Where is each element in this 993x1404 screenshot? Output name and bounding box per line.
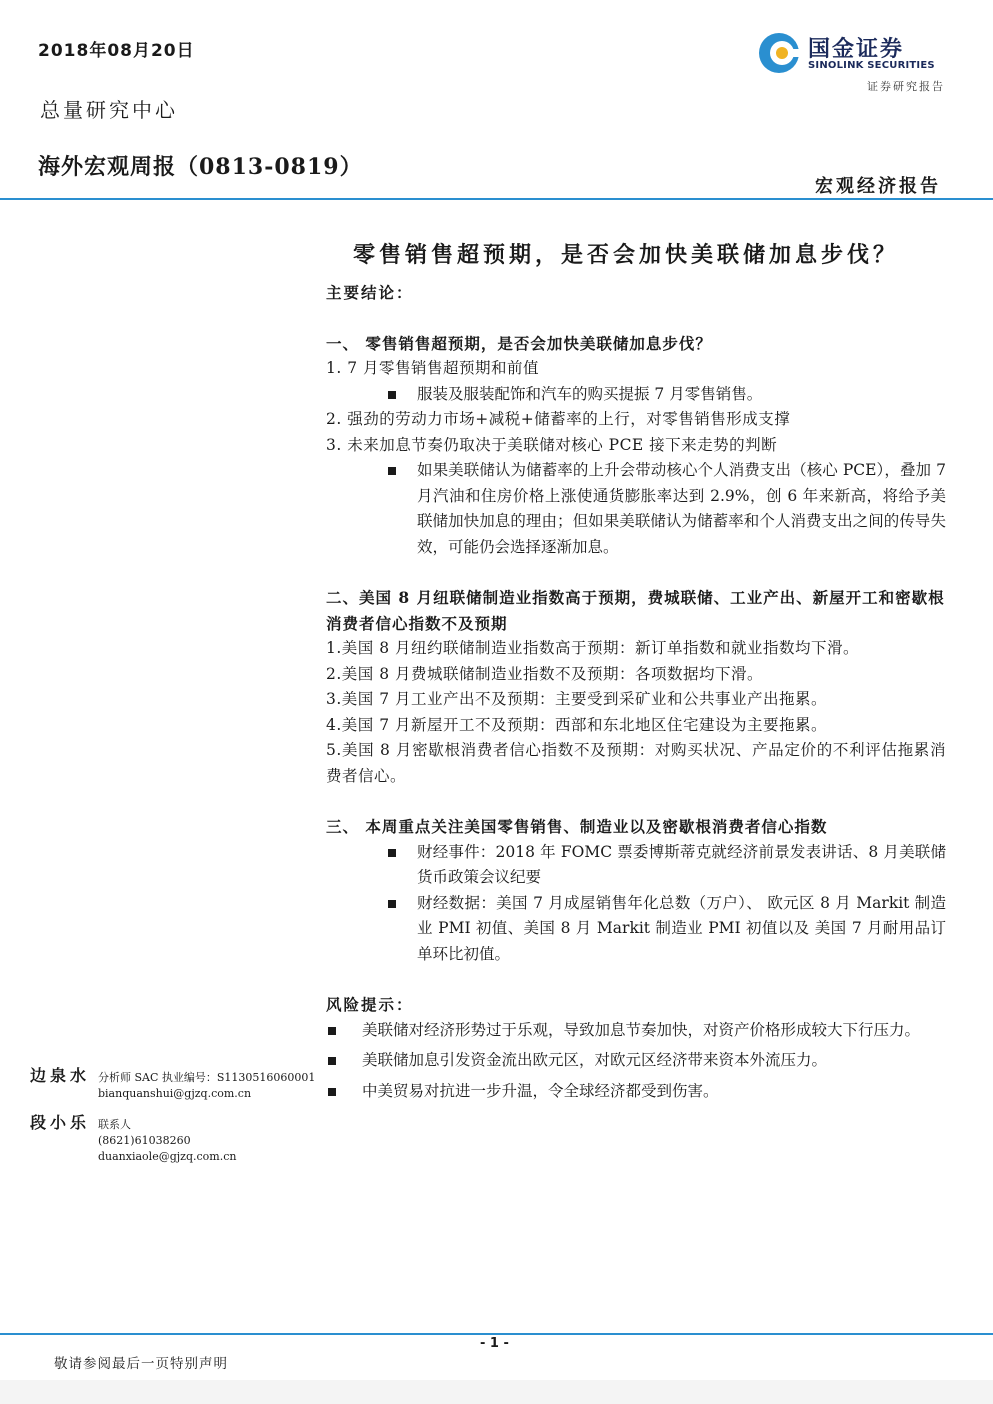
list-item: 3. 未来加息节奏仍取决于美联储对核心 PCE 接下来走势的判断 (326, 435, 778, 454)
square-bullet-icon (328, 1088, 336, 1096)
list-item: 1. 7 月零售销售超预期和前值 (326, 359, 540, 377)
department-name: 总量研究中心 (40, 98, 178, 122)
bullet-item: 财经数据：美国 7 月成屋销售年化总数（万户）、 欧元区 8 月 Markit 制造业 PMI 初值、美国 8 月 Markit 制造业 PMI 初值以及 美国 7 月耐用品订单环比初值。 (326, 891, 946, 968)
author-email: duanxiaole@gjzq.com.cn (98, 1150, 237, 1163)
risk-item: 中美贸易对抗进一步升温，令全球经济都受到伤害。 (326, 1079, 946, 1105)
risk-item: 美联储加息引发资金流出欧元区，对欧元区经济带来资本外流压力。 (326, 1048, 946, 1074)
header-divider (0, 198, 993, 200)
logo-emblem-icon (756, 30, 802, 76)
footer-divider (0, 1333, 993, 1335)
square-bullet-icon (388, 900, 396, 908)
logo-english-name: SINOLINK SECURITIES (808, 60, 935, 71)
report-date: 2018年08月20日 (38, 41, 195, 61)
list-item: 5.美国 8 月密歇根消费者信心指数不及预期：对购买状况、产品定价的不利评估拖累消费者信心。 (326, 741, 946, 785)
logo-chinese-name: 国金证券 (808, 37, 905, 62)
square-bullet-icon (388, 467, 396, 475)
section-heading: 二、美国 8 月纽联储制造业指数高于预期，费城联储、工业产出、新屋开工和密歇根消费者信心指数不及预期 (326, 588, 945, 633)
list-item: 2. 强劲的劳动力市场+减税+储蓄率的上行，对零售销售形成支撑 (326, 410, 791, 428)
risk-label: 风险提示： (326, 995, 414, 1014)
square-bullet-icon (328, 1057, 336, 1065)
author-name: 边泉水 (30, 1066, 91, 1085)
square-bullet-icon (388, 849, 396, 857)
main-content (326, 280, 946, 1109)
list-item: 4.美国 7 月新屋开工不及预期：西部和东北地区住宅建设为主要拖累。 (326, 715, 828, 734)
logo-subtitle: 证券研究报告 (867, 80, 945, 93)
bullet-item: 如果美联储认为储蓄率的上升会带动核心个人消费支出（核心 PCE），叠加 7 月汽油和住房价格上涨使通货膨胀率达到 2.9%，创 6 年来新高，将给予美联储加快加息的理由；但如果美联储认为储蓄率和个人消费支出之间的传导失效，可能仍会选择逐渐加息。 (326, 458, 946, 560)
main-conclusions-label: 主要结论： (326, 283, 414, 302)
list-item: 2.美国 8 月费城联储制造业指数不及预期：各项数据均下滑。 (326, 664, 764, 683)
report-title: 海外宏观周报（0813-0819） (38, 154, 363, 180)
author-credential: 分析师 SAC 执业编号：S1130516060001 (98, 1071, 316, 1084)
company-logo (756, 30, 946, 78)
footer-band (0, 1380, 993, 1404)
square-bullet-icon (328, 1027, 336, 1035)
disclaimer-note: 敬请参阅最后一页特别声明 (54, 1356, 228, 1372)
main-headline: 零售销售超预期，是否会加快美联储加息步伐？ (352, 242, 899, 268)
square-bullet-icon (388, 391, 396, 399)
author-email: bianquanshui@gjzq.com.cn (98, 1087, 252, 1100)
author-info (98, 1070, 318, 1102)
author-role: 联系人 (98, 1118, 131, 1131)
bullet-item: 服装及服装配饰和汽车的购买提振 7 月零售销售。 (326, 382, 946, 408)
author-name: 段小乐 (30, 1113, 91, 1132)
section-heading: 三、 本周重点关注美国零售销售、制造业以及密歇根消费者信心指数 (326, 817, 828, 836)
report-category: 宏观经济报告 (815, 176, 941, 197)
author-info (98, 1117, 318, 1165)
section-heading: 一、 零售销售超预期，是否会加快美联储加息步伐？ (326, 333, 712, 353)
list-item: 3.美国 7 月工业产出不及预期：主要受到采矿业和公共事业产出拖累。 (326, 690, 828, 708)
risk-item: 美联储对经济形势过于乐观，导致加息节奏加快，对资产价格形成较大下行压力。 (326, 1018, 946, 1044)
list-item: 1.美国 8 月纽约联储制造业指数高于预期：新订单指数和就业指数均下滑。 (326, 639, 860, 657)
bullet-item: 财经事件：2018 年 FOMC 票委博斯蒂克就经济前景发表讲话、8 月美联储货币政策会议纪要 (326, 840, 946, 891)
page-number: - 1 - (480, 1336, 509, 1351)
author-phone: (8621)61038260 (98, 1134, 191, 1147)
